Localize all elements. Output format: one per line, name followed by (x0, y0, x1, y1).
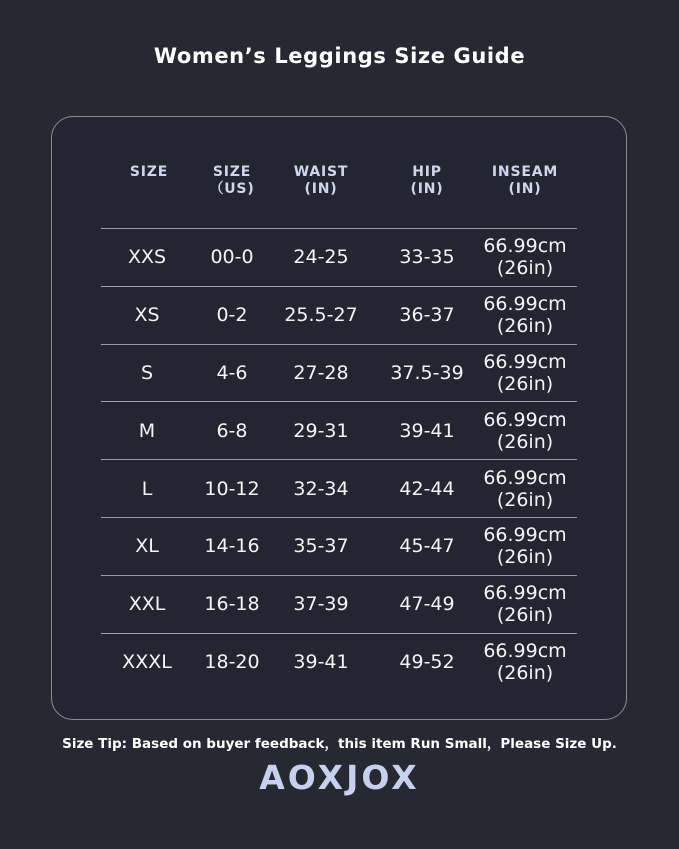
cell-size: XXL (128, 593, 166, 616)
table-row (101, 401, 577, 459)
header-hip (381, 164, 473, 198)
inseam-in: (26in) (496, 488, 554, 511)
table-row (101, 459, 577, 517)
cell-inseam (473, 402, 577, 459)
header-waist-unit: (IN) (304, 181, 338, 197)
inseam-cm: 66.99cm (483, 235, 567, 258)
size-tip: Size Tip: Based on buyer feedback，this item Run Small，Please Size Up. (62, 736, 617, 752)
inseam-cm: 66.99cm (483, 639, 567, 662)
table-row (101, 228, 577, 286)
cell-size: XXS (127, 246, 167, 269)
cell-size-us: 18-20 (204, 650, 260, 673)
cell-waist: 32-34 (293, 477, 349, 500)
header-size-us (193, 164, 271, 198)
cell-waist: 25.5-27 (284, 304, 358, 327)
table-row (101, 633, 577, 691)
header-inseam-unit: (IN) (508, 181, 542, 197)
cell-size-us: 00-0 (210, 246, 254, 269)
inseam-cm: 66.99cm (483, 466, 567, 489)
page-title: Women’s Leggings Size Guide (153, 44, 526, 68)
cell-size-us: 14-16 (204, 535, 260, 558)
cell-hip: 42-44 (399, 477, 455, 500)
cell-size: L (141, 477, 153, 500)
cell-size-us: 6-8 (216, 419, 248, 442)
header-inseam (473, 164, 577, 198)
cell-inseam (473, 460, 577, 517)
cell-waist: 37-39 (293, 593, 349, 616)
cell-inseam (473, 518, 577, 575)
cell-size: XL (135, 535, 159, 558)
cell-hip: 49-52 (399, 650, 455, 673)
cell-hip: 33-35 (399, 246, 455, 269)
header-waist (271, 164, 371, 198)
cell-inseam (473, 576, 577, 633)
cell-size: XXXL (122, 650, 172, 673)
size-table (101, 228, 577, 690)
table-row (101, 517, 577, 575)
cell-size: XS (134, 304, 160, 327)
cell-inseam (473, 229, 577, 286)
cell-waist: 24-25 (293, 246, 349, 269)
header-hip-label: HIP (412, 164, 442, 180)
inseam-cm: 66.99cm (483, 582, 567, 605)
cell-hip: 45-47 (399, 535, 455, 558)
inseam-in: (26in) (496, 372, 554, 395)
cell-waist: 27-28 (293, 361, 349, 384)
header-waist-label: WAIST (293, 164, 349, 180)
cell-size-us: 16-18 (204, 593, 260, 616)
header-hip-unit: (IN) (410, 181, 444, 197)
inseam-cm: 66.99cm (483, 408, 567, 431)
cell-inseam (473, 345, 577, 402)
inseam-in: (26in) (496, 546, 554, 569)
table-row (101, 286, 577, 344)
cell-waist: 35-37 (293, 535, 349, 558)
table-row (101, 575, 577, 633)
cell-size: M (138, 419, 156, 442)
cell-inseam (473, 287, 577, 344)
cell-size-us: 10-12 (204, 477, 260, 500)
cell-hip: 37.5-39 (390, 361, 464, 384)
cell-size-us: 4-6 (216, 361, 248, 384)
header-size-us-unit: （US) (209, 181, 255, 197)
inseam-in: (26in) (496, 257, 554, 280)
header-size (101, 164, 197, 181)
cell-hip: 36-37 (399, 304, 455, 327)
header-size-label: SIZE (129, 164, 169, 180)
inseam-cm: 66.99cm (483, 524, 567, 547)
cell-inseam (473, 634, 577, 691)
cell-hip: 47-49 (399, 593, 455, 616)
cell-hip: 39-41 (399, 419, 455, 442)
cell-waist: 39-41 (293, 650, 349, 673)
inseam-in: (26in) (496, 661, 554, 684)
inseam-cm: 66.99cm (483, 293, 567, 316)
table-row (101, 344, 577, 402)
inseam-in: (26in) (496, 604, 554, 627)
brand-logo: AOXJOX (259, 758, 420, 797)
header-inseam-label: INSEAM (491, 164, 559, 180)
header-size-us-label: SIZE (212, 164, 252, 180)
cell-size-us: 0-2 (216, 304, 248, 327)
cell-waist: 29-31 (293, 419, 349, 442)
cell-size: S (140, 361, 154, 384)
inseam-cm: 66.99cm (483, 350, 567, 373)
inseam-in: (26in) (496, 315, 554, 338)
inseam-in: (26in) (496, 430, 554, 453)
